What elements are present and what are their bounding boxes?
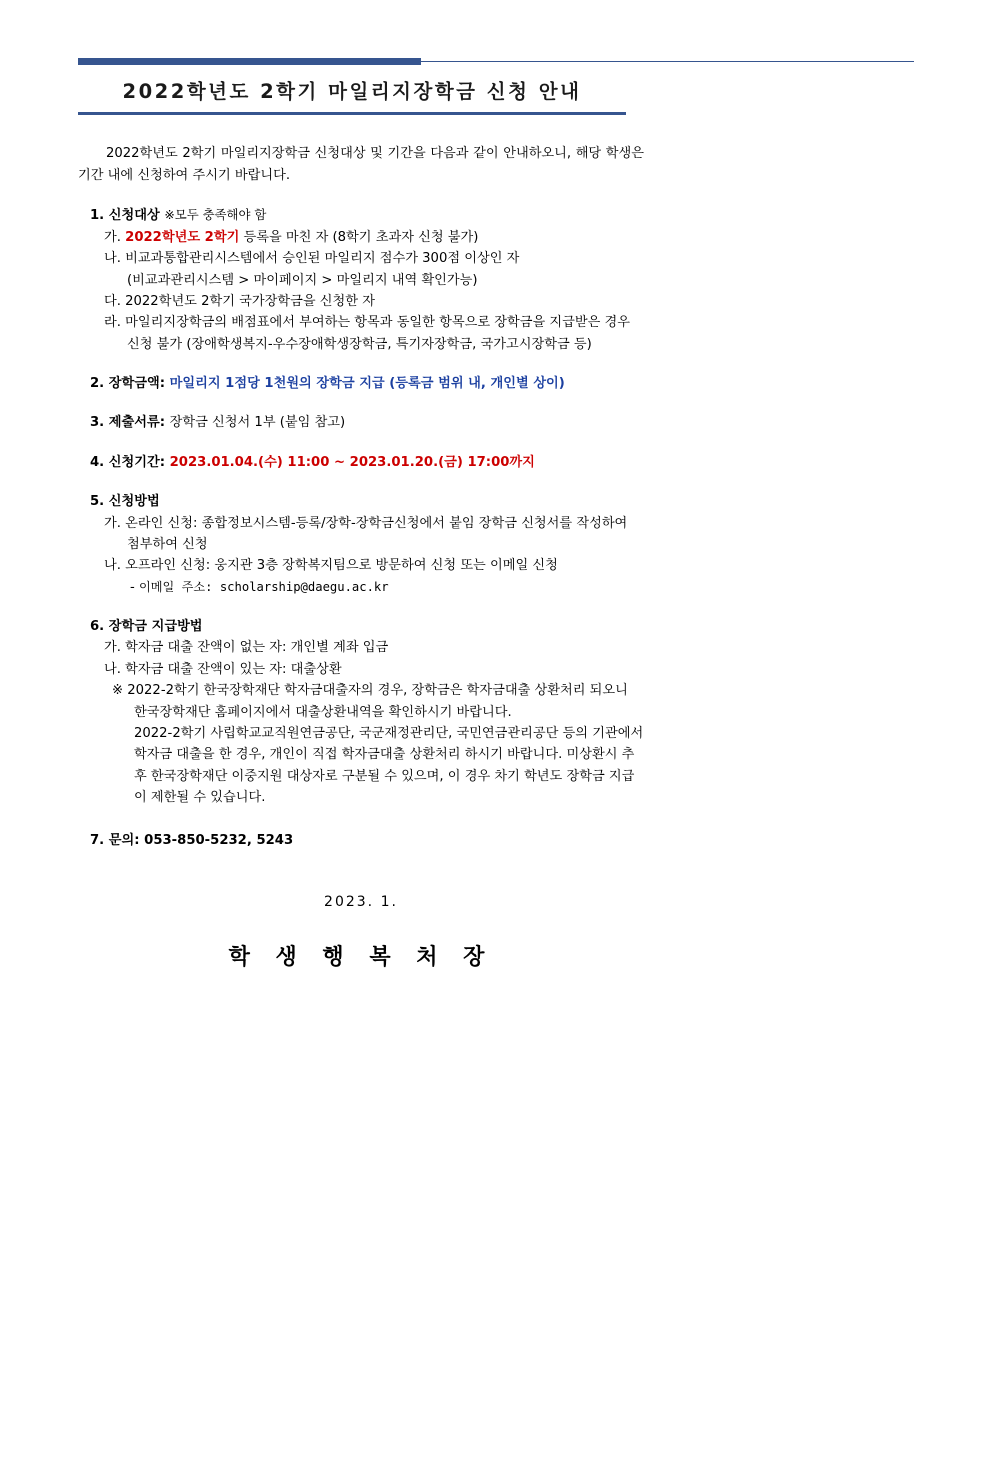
asterisk-marker: ※ — [112, 683, 124, 699]
item-marker: 나. — [104, 661, 121, 677]
section-value: 마일리지 1점당 1천원의 장학금 지급 (등록금 범위 내, 개인별 상이) — [169, 376, 565, 391]
list-item — [78, 555, 644, 576]
list-item-note — [78, 680, 644, 723]
section-heading — [78, 491, 644, 512]
section-how-to-apply — [78, 491, 644, 598]
section-heading — [78, 205, 644, 226]
section-heading — [78, 373, 644, 394]
section-value: 장학금 신청서 1부 (붙임 참고) — [169, 415, 346, 431]
list-item — [78, 513, 644, 556]
section-payment-method — [78, 616, 644, 808]
title-block — [78, 58, 914, 115]
document-signer: 학 생 행 복 처 장 — [228, 944, 494, 970]
section-number: 4. — [90, 454, 105, 470]
section-number: 6. — [90, 619, 105, 634]
section-title: 제출서류: — [108, 415, 166, 431]
title-thick-rule — [78, 58, 421, 65]
section-title: 신청대상 — [108, 208, 160, 224]
item-text: 학자금 대출 잔액이 있는 자: 대출상환 — [125, 661, 342, 677]
item-text: 온라인 신청: 종합정보시스템-등록/장학-장학금신청에서 붙임 장학금 신청서를 작성하여 첨부하여 신청 — [125, 515, 628, 552]
intro-paragraph: 2022학년도 2학기 마일리지장학금 신청대상 및 기간을 다음과 같이 안내하오니, 해당 학생은 기간 내에 신청하여 주시기 바랍니다. — [78, 145, 644, 183]
section-title: 신청방법 — [108, 494, 160, 510]
item-text: 오프라인 신청: 웅지관 3층 장학복지팀으로 방문하여 신청 또는 이메일 신청 — [125, 558, 558, 574]
section-application-period — [78, 452, 644, 473]
item-marker: 나. — [104, 558, 121, 574]
document-date: 2023. 1. — [324, 893, 398, 910]
section-number: 3. — [90, 415, 105, 431]
item-marker: 나. — [104, 251, 121, 267]
email-text: 이메일 주소: scholarship@daegu.ac.kr — [138, 579, 389, 594]
list-item — [78, 227, 644, 248]
item-text: 등록을 마친 자 (8학기 초과자 신청 불가) — [239, 229, 479, 245]
item-text: 학자금 대출 잔액이 없는 자: 개인별 계좌 입금 — [125, 640, 389, 656]
section-application-target — [78, 205, 644, 355]
section-heading — [78, 616, 644, 637]
section-value: 2023.01.04.(수) 11:00 ~ 2023.01.20.(금) 17:00까지 — [169, 454, 535, 470]
section-heading — [78, 412, 644, 433]
item-text: 2022-2학기 한국장학재단 학자금대출자의 경우, 장학금은 학자금대출 상환처리 되오니 한국장학재단 홈페이지에서 대출상환내역을 확인하시기 바랍니다. — [127, 683, 628, 720]
list-item-continuation: (비교과관리시스템 > 마이페이지 > 마일리지 내역 확인가능) — [127, 272, 478, 288]
section-heading — [78, 452, 644, 473]
item-marker: 가. — [104, 640, 121, 656]
section-number: 2. — [90, 376, 105, 391]
item-text: 2022학년도 2학기 국가장학금을 신청한 자 — [125, 293, 375, 309]
section-required-documents — [78, 412, 644, 433]
section-title: 신청기간: — [108, 454, 166, 470]
section-heading — [78, 830, 644, 851]
section-title: 문의: — [108, 833, 140, 849]
list-item — [78, 291, 644, 312]
item-marker: 가. — [104, 229, 121, 245]
contact-phone: 053-850-5232, 5243 — [144, 833, 294, 849]
dash-marker: - — [130, 579, 135, 595]
list-item — [78, 659, 644, 680]
page-title: 2022학년도 2학기 마일리지장학금 신청 안내 — [122, 80, 582, 103]
title-top-rules — [78, 58, 914, 65]
section-contact — [78, 830, 644, 851]
list-item — [78, 312, 644, 355]
section-scholarship-amount — [78, 373, 644, 394]
document-body — [78, 143, 644, 852]
item-text: 비교과통합관리시스템에서 승인된 마일리지 점수가 300점 이상인 자 — [125, 251, 520, 267]
item-text: 마일리지장학금의 배점표에서 부여하는 항목과 동일한 항목으로 장학금을 지급받은 경우 신청 불가 (장애학생복지-우수장애학생장학금, 특기자장학금, 국가고시장학금 등) — [125, 315, 631, 352]
document-page — [0, 58, 992, 1461]
item-highlight: 2022학년도 2학기 — [125, 229, 240, 245]
list-item — [78, 248, 644, 269]
section-number: 7. — [90, 833, 105, 849]
item-marker: 가. — [104, 515, 121, 531]
list-item-note-continued: 2022-2학기 사립학교교직원연금공단, 국군재정관리단, 국민연금관리공단 등의 기관에서 학자금 대출을 한 경우, 개인이 직접 학자금대출 상환처리 하시기 바랍니다. 미상환시 추후 한국장학재단 이중지원 대상자로 구분될 수 있으며, 이 경우 차기 학년도 장학금 지급이 제한될 수 있습니다. — [134, 725, 644, 805]
title-thin-rule — [421, 61, 914, 62]
section-title: 장학금액: — [108, 376, 166, 391]
list-item-email — [78, 577, 644, 598]
section-number: 1. — [90, 208, 105, 224]
item-marker: 라. — [104, 315, 121, 331]
section-number: 5. — [90, 494, 105, 510]
item-marker: 다. — [104, 293, 121, 309]
section-title: 장학금 지급방법 — [108, 619, 203, 634]
section-note: ※모두 충족해야 함 — [164, 207, 267, 223]
title-bottom-rule — [78, 112, 626, 115]
list-item — [78, 637, 644, 658]
